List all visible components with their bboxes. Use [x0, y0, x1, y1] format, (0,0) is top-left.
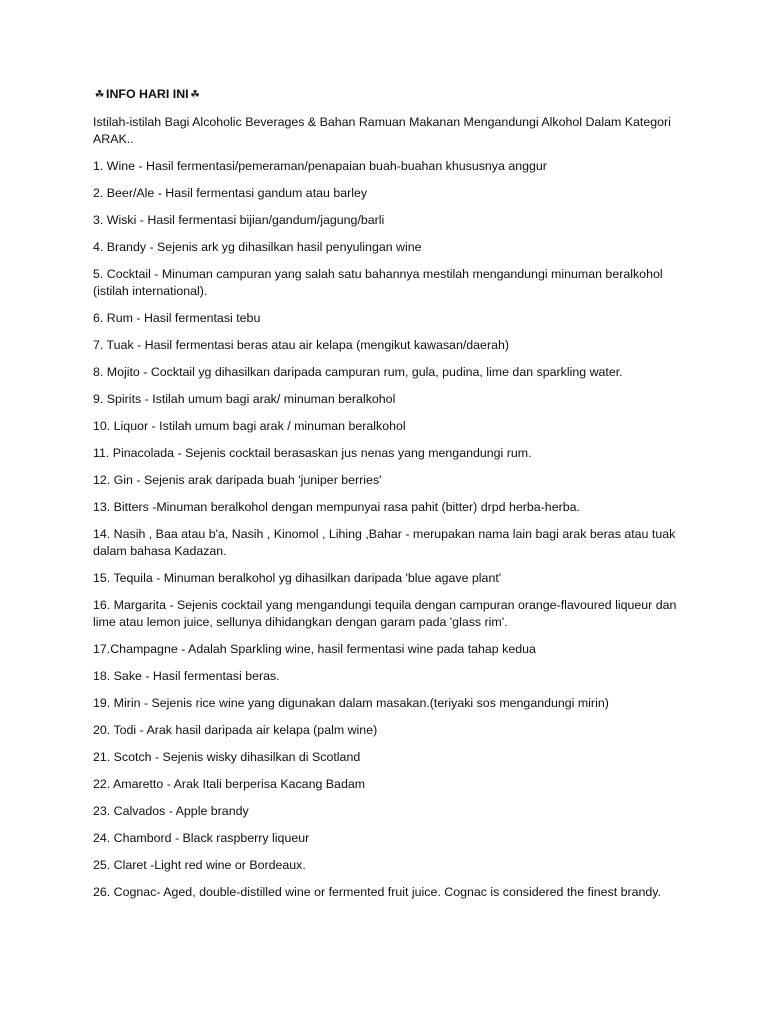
list-item-17: 17.Champagne - Adalah Sparkling wine, hasil fermentasi wine pada tahap kedua — [93, 642, 536, 656]
list-item-6: 6. Rum - Hasil fermentasi tebu — [93, 311, 261, 325]
list-item-12: 12. Gin - Sejenis arak daripada buah 'juniper berries' — [93, 473, 382, 487]
list-item-2: 2. Beer/Ale - Hasil fermentasi gandum atau barley — [93, 186, 368, 200]
list-item-21: 21. Scotch - Sejenis wisky dihasilkan di Scotland — [93, 750, 361, 764]
list-item-26: 26. Cognac- Aged, double-distilled wine or fermented fruit juice. Cognac is considered the finest brandy. — [93, 885, 661, 899]
list-item-25: 25. Claret -Light red wine or Bordeaux. — [93, 858, 306, 872]
list-item-24: 24. Chambord - Black raspberry liqueur — [93, 831, 310, 845]
leaf-icon: ☘ — [190, 89, 201, 101]
list-item-23: 23. Calvados - Apple brandy — [93, 804, 249, 818]
list-item-16: 16. Margarita - Sejenis cocktail yang mengandungi tequila dengan campuran orange-flavoured liqueur dan lime atau lemon juice, sellunya dihidangkan dengan garam pada 'glass rim'. — [93, 598, 677, 629]
title-text: INFO HARI INI — [106, 87, 189, 101]
list-item-22: 22. Amaretto - Arak Itali berperisa Kacang Badam — [93, 777, 366, 791]
list-item-11: 11. Pinacolada - Sejenis cocktail berasaskan jus nenas yang mengandungi rum. — [93, 446, 532, 460]
page-title — [93, 86, 683, 104]
list-item-18: 18. Sake - Hasil fermentasi beras. — [93, 669, 280, 683]
document-content — [93, 86, 683, 911]
list-item-4: 4. Brandy - Sejenis ark yg dihasilkan hasil penyulingan wine — [93, 240, 422, 254]
list-item-3: 3. Wiski - Hasil fermentasi bijian/gandum/jagung/barli — [93, 213, 385, 227]
intro-paragraph: Istilah-istilah Bagi Alcoholic Beverages & Bahan Ramuan Makanan Mengandungi Alkohol Dalam Kategori ARAK.. — [93, 115, 671, 146]
list-item-9: 9. Spirits - Istilah umum bagi arak/ minuman beralkohol — [93, 392, 396, 406]
list-item-20: 20. Todi - Arak hasil daripada air kelapa (palm wine) — [93, 723, 378, 737]
list-item-8: 8. Mojito - Cocktail yg dihasilkan daripada campuran rum, gula, pudina, lime dan sparkling water. — [93, 365, 623, 379]
list-item-19: 19. Mirin - Sejenis rice wine yang digunakan dalam masakan.(teriyaki sos mengandungi mirin) — [93, 696, 609, 710]
list-item-1: 1. Wine - Hasil fermentasi/pemeraman/penapaian buah-buahan khususnya anggur — [93, 159, 547, 173]
list-item-5: 5. Cocktail - Minuman campuran yang salah satu bahannya mestilah mengandungi minuman beralkohol (istilah international). — [93, 267, 663, 298]
leaf-icon: ☘ — [94, 89, 105, 101]
list-item-13: 13. Bitters -Minuman beralkohol dengan mempunyai rasa pahit (bitter) drpd herba-herba. — [93, 500, 580, 514]
list-item-15: 15. Tequila - Minuman beralkohol yg dihasilkan daripada 'blue agave plant' — [93, 571, 502, 585]
list-item-10: 10. Liquor - Istilah umum bagi arak / minuman beralkohol — [93, 419, 406, 433]
list-item-14: 14. Nasih , Baa atau b'a, Nasih , Kinomol , Lihing ,Bahar - merupakan nama lain bagi arak beras atau tuak dalam bahasa Kadazan. — [93, 527, 676, 558]
list-item-7: 7. Tuak - Hasil fermentasi beras atau air kelapa (mengikut kawasan/daerah) — [93, 338, 509, 352]
